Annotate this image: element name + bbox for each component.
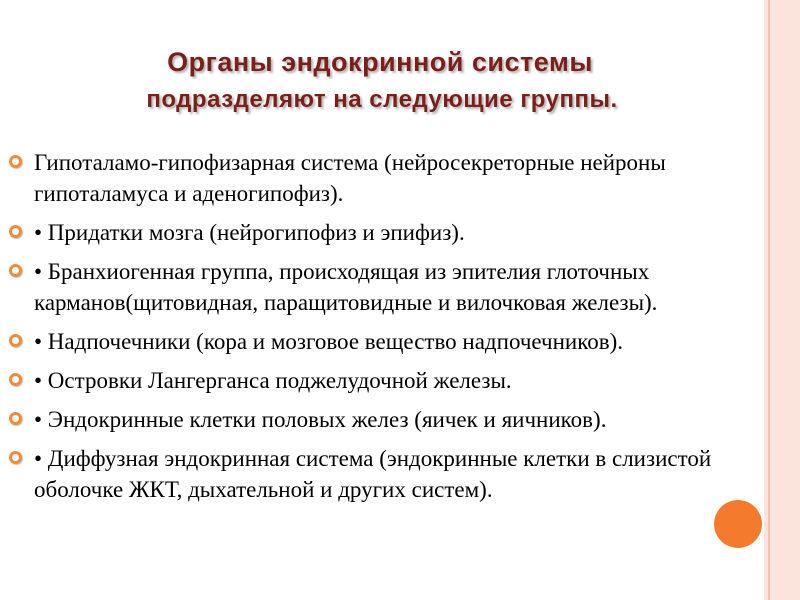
list-item [6, 443, 768, 505]
list-item-text: • Надпочечники (кора и мозговое вещество надпочечников). [34, 329, 624, 354]
circle-bullet-icon [9, 412, 22, 425]
list-item [6, 147, 768, 209]
groups-list [6, 147, 768, 513]
list-item [6, 326, 768, 357]
list-item-text: • Островки Лангерганса поджелудочной железы. [34, 368, 512, 393]
circle-bullet-icon [9, 373, 22, 386]
list-item-text: Гипоталамо-гипофизарная система (нейросекреторные нейроны гипоталамуса и аденогипофиз). [34, 150, 666, 206]
slide-title [0, 42, 760, 118]
circle-bullet-icon [9, 225, 22, 238]
title-line-2: подразделяют на следующие группы. [146, 86, 618, 113]
list-item-text: • Придатки мозга (нейрогипофиз и эпифиз). [34, 220, 465, 245]
list-item-text: • Эндокринные клетки половых желез (яичек и яичников). [34, 407, 607, 432]
decorative-orange-circle [714, 500, 762, 548]
list-item [6, 256, 768, 318]
list-item [6, 217, 768, 248]
right-band-line [768, 0, 770, 600]
list-item-text: • Бранхиогенная группа, происходящая из эпителия глоточных карманов(щитовидная, паращитовидные и вилочковая железы). [34, 259, 658, 315]
list-item [6, 404, 768, 435]
title-line-1: Органы эндокринной системы [167, 47, 593, 77]
circle-bullet-icon [9, 451, 22, 464]
right-decorative-band [764, 0, 800, 600]
list-item [6, 365, 768, 396]
list-item-text: • Диффузная эндокринная система (эндокринные клетки в слизистой оболочке ЖКТ, дыхательной и других систем). [34, 446, 712, 502]
circle-bullet-icon [9, 264, 22, 277]
circle-bullet-icon [9, 155, 22, 168]
circle-bullet-icon [9, 334, 22, 347]
